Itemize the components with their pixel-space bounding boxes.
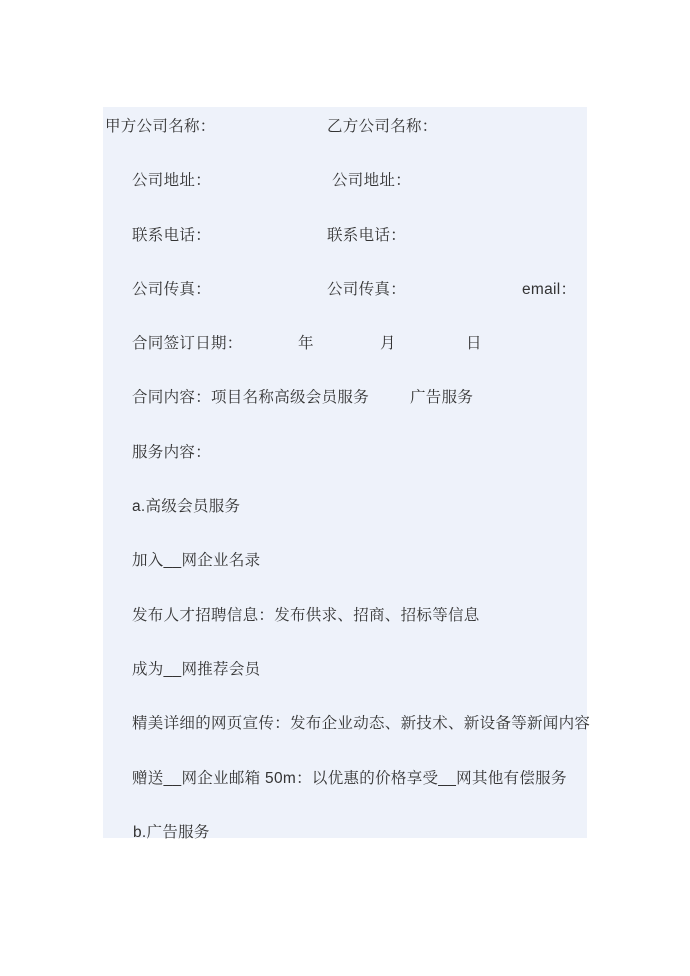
party-b-address-label: 公司地址： — [332, 172, 412, 190]
ad-service-option-label: 广告服务 — [410, 389, 474, 407]
line-item-a-premium-member-service — [103, 498, 587, 552]
line-contact-phones — [103, 227, 587, 281]
item-b-ad-service: b.广告服务 — [133, 823, 210, 841]
party-a-fax-label: 公司传真： — [132, 280, 212, 298]
item-webpage-promotion: 精美详细的网页宣传：发布企业动态、新技术、新设备等新闻内容 — [132, 715, 591, 733]
line-item-recommended-member — [103, 661, 587, 715]
line-signing-date — [103, 335, 587, 389]
month-label: 月 — [380, 335, 396, 353]
contract-content-label: 合同内容：项目名称高级会员服务 — [132, 389, 370, 407]
party-b-fax-label: 公司传真： — [327, 280, 407, 298]
line-item-b-ad-service — [103, 824, 587, 878]
item-free-mailbox: 赠送__网企业邮箱 50m：以优惠的价格享受__网其他有偿服务 — [132, 769, 567, 787]
sign-date-label: 合同签订日期： — [132, 335, 243, 353]
item-join-directory: 加入__网企业名录 — [132, 552, 261, 570]
line-contract-content — [103, 389, 587, 443]
line-company-names — [103, 118, 587, 172]
party-b-phone-label: 联系电话： — [327, 226, 407, 244]
party-b-company-name-label: 乙方公司名称： — [327, 118, 438, 135]
line-item-webpage-promotion — [103, 715, 591, 769]
email-label: email： — [522, 280, 577, 298]
party-a-phone-label: 联系电话： — [132, 226, 212, 244]
item-recommended-member: 成为__网推荐会员 — [132, 660, 261, 678]
contract-document-page — [103, 107, 591, 841]
line-item-recruitment-info — [103, 607, 587, 661]
item-recruitment-info: 发布人才招聘信息：发布供求、招商、招标等信息 — [132, 606, 480, 624]
line-company-addresses — [103, 172, 587, 226]
service-content-label: 服务内容： — [132, 443, 212, 461]
line-service-content-header — [103, 444, 587, 498]
item-a-premium-member-service: a.高级会员服务 — [132, 498, 241, 516]
line-item-free-mailbox — [103, 770, 587, 824]
day-label: 日 — [466, 335, 482, 353]
line-fax-email — [103, 281, 587, 335]
party-a-company-name-label: 甲方公司名称： — [105, 118, 216, 135]
party-a-address-label: 公司地址： — [132, 172, 212, 190]
year-label: 年 — [298, 335, 314, 353]
line-item-join-directory — [103, 552, 587, 606]
